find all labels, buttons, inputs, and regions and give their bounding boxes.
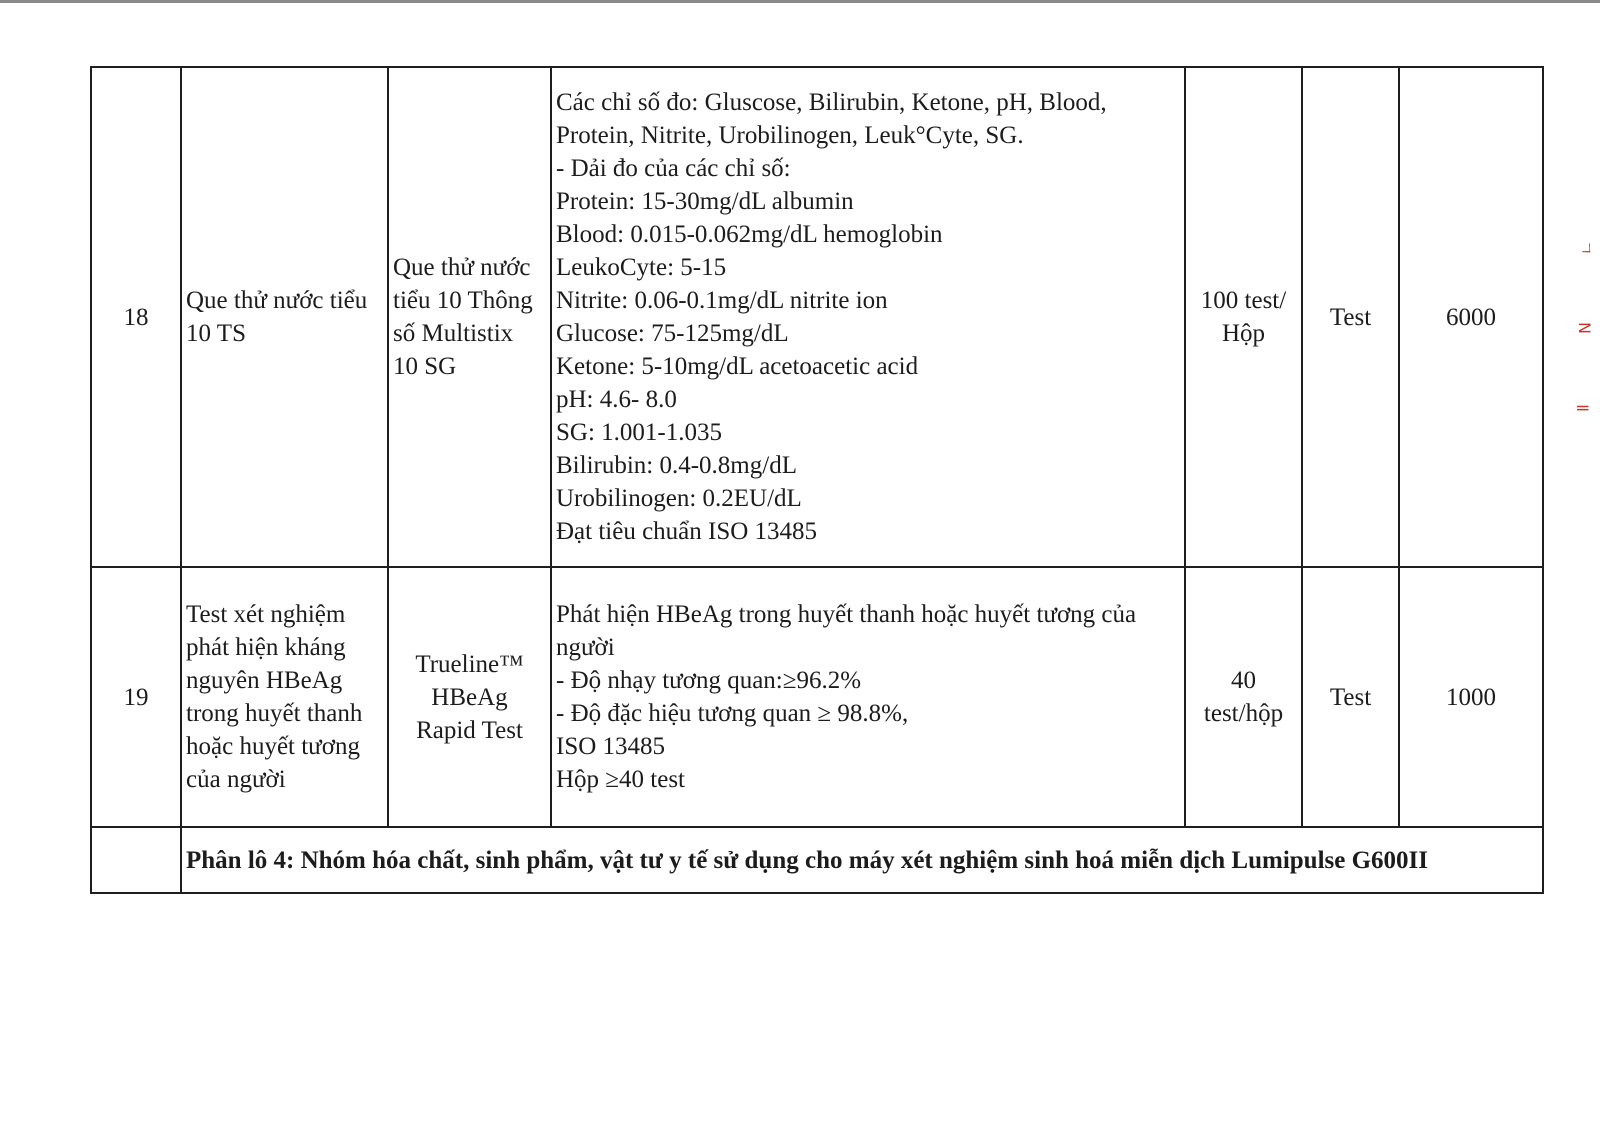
row-19-unit: Test — [1302, 567, 1399, 827]
row-18-spec-line: SG: 1.001-1.035 — [556, 419, 722, 446]
row-19-name-line: phát hiện kháng — [186, 634, 346, 661]
row-19-model-line: Trueline™ — [415, 650, 524, 678]
row-19-name-line: trong huyết thanh — [186, 700, 363, 727]
row-18-spec-line: Các chỉ số đo: Gluscose, Bilirubin, Ketone, pH, Blood, — [556, 89, 1107, 116]
row-19-packing — [1185, 567, 1302, 827]
row-19-stt: 19 — [91, 567, 181, 827]
row-18-spec-line: Bilirubin: 0.4-0.8mg/dL — [556, 452, 797, 479]
margin-mark: N — [1574, 322, 1594, 334]
section-row — [91, 827, 1543, 893]
row-19-name-line: Test xét nghiệm — [186, 601, 346, 628]
row-18-model-line: tiểu 10 Thông — [393, 287, 533, 314]
row-18-name-line: 10 TS — [186, 320, 246, 347]
row-18-spec-line: Đạt tiêu chuẩn ISO 13485 — [556, 518, 818, 545]
section-row-stt — [91, 827, 181, 893]
row-18-spec-line: - Dải đo của các chỉ số: — [556, 155, 791, 182]
row-19-name-line: của người — [186, 766, 286, 793]
row-19-spec-line: - Độ đặc hiệu tương quan ≥ 98.8%, — [556, 700, 909, 727]
table-row-18 — [91, 67, 1543, 567]
table-row-19 — [91, 567, 1543, 827]
row-18-spec-line: Nitrite: 0.06-0.1mg/dL nitrite ion — [556, 287, 888, 314]
row-18-spec — [551, 67, 1185, 567]
row-19-packing-line: test/hộp — [1203, 700, 1284, 727]
row-19-spec-line: Phát hiện HBeAg trong huyết thanh hoặc huyết tương của — [556, 601, 1137, 628]
row-18-stt: 18 — [91, 67, 181, 567]
row-19-name-line: hoặc huyết tương — [186, 733, 360, 760]
row-18-spec-line: Blood: 0.015-0.062mg/dL hemoglobin — [556, 221, 943, 248]
row-18-spec-line: pH: 4.6- 8.0 — [556, 386, 677, 413]
row-18-packing-line: Hộp — [1221, 320, 1266, 347]
row-19-name-line: nguyên HBeAg — [186, 667, 343, 694]
row-18-model-line: số Multistix — [393, 320, 514, 347]
row-18-spec-line: Urobilinogen: 0.2EU/dL — [556, 485, 802, 512]
row-18-name — [181, 67, 388, 567]
section-title: Phân lô 4: Nhóm hóa chất, sinh phẩm, vật tư y tế sử dụng cho máy xét nghiệm sinh hoá miễn dịch Lumipulse G600II — [181, 827, 1543, 893]
row-19-model-line: Rapid Test — [416, 716, 523, 744]
row-19-spec-line: Hộp ≥40 test — [556, 766, 685, 793]
row-18-model-line: 10 SG — [393, 353, 457, 380]
row-19-model — [388, 567, 551, 827]
margin-mark: Ⅱ — [1572, 404, 1592, 412]
row-18-quantity: 6000 — [1399, 67, 1543, 567]
row-18-spec-line: Protein: 15-30mg/dL albumin — [556, 188, 854, 215]
margin-mark: ㄱ — [1576, 240, 1596, 256]
top-scan-edge — [0, 0, 1600, 3]
row-18-unit: Test — [1302, 67, 1399, 567]
row-18-model — [388, 67, 551, 567]
row-19-quantity: 1000 — [1399, 567, 1543, 827]
row-18-spec-line: Glucose: 75-125mg/dL — [556, 320, 789, 347]
row-19-packing-line: 40 — [1231, 667, 1256, 694]
row-18-packing-line: 100 test/ — [1200, 287, 1287, 314]
row-18-spec-line: Protein, Nitrite, Urobilinogen, Leuk°Cyte, SG. — [556, 122, 1024, 149]
row-18-spec-line: Ketone: 5-10mg/dL acetoacetic acid — [556, 353, 919, 380]
row-19-spec-line: người — [556, 634, 615, 661]
margin-stamp-marks — [1572, 240, 1596, 440]
item-table — [90, 66, 1544, 894]
row-18-spec-line: LeukoCyte: 5-15 — [556, 254, 727, 281]
row-19-spec-line: ISO 13485 — [556, 733, 666, 760]
row-18-name-line: Que thử nước tiểu — [186, 287, 368, 314]
row-18-packing — [1185, 67, 1302, 567]
row-18-model-line: Que thử nước — [393, 254, 531, 281]
row-19-name — [181, 567, 388, 827]
row-19-spec-line: - Độ nhạy tương quan:≥96.2% — [556, 667, 862, 694]
row-19-spec — [551, 567, 1185, 827]
row-19-model-line: HBeAg — [431, 683, 508, 711]
